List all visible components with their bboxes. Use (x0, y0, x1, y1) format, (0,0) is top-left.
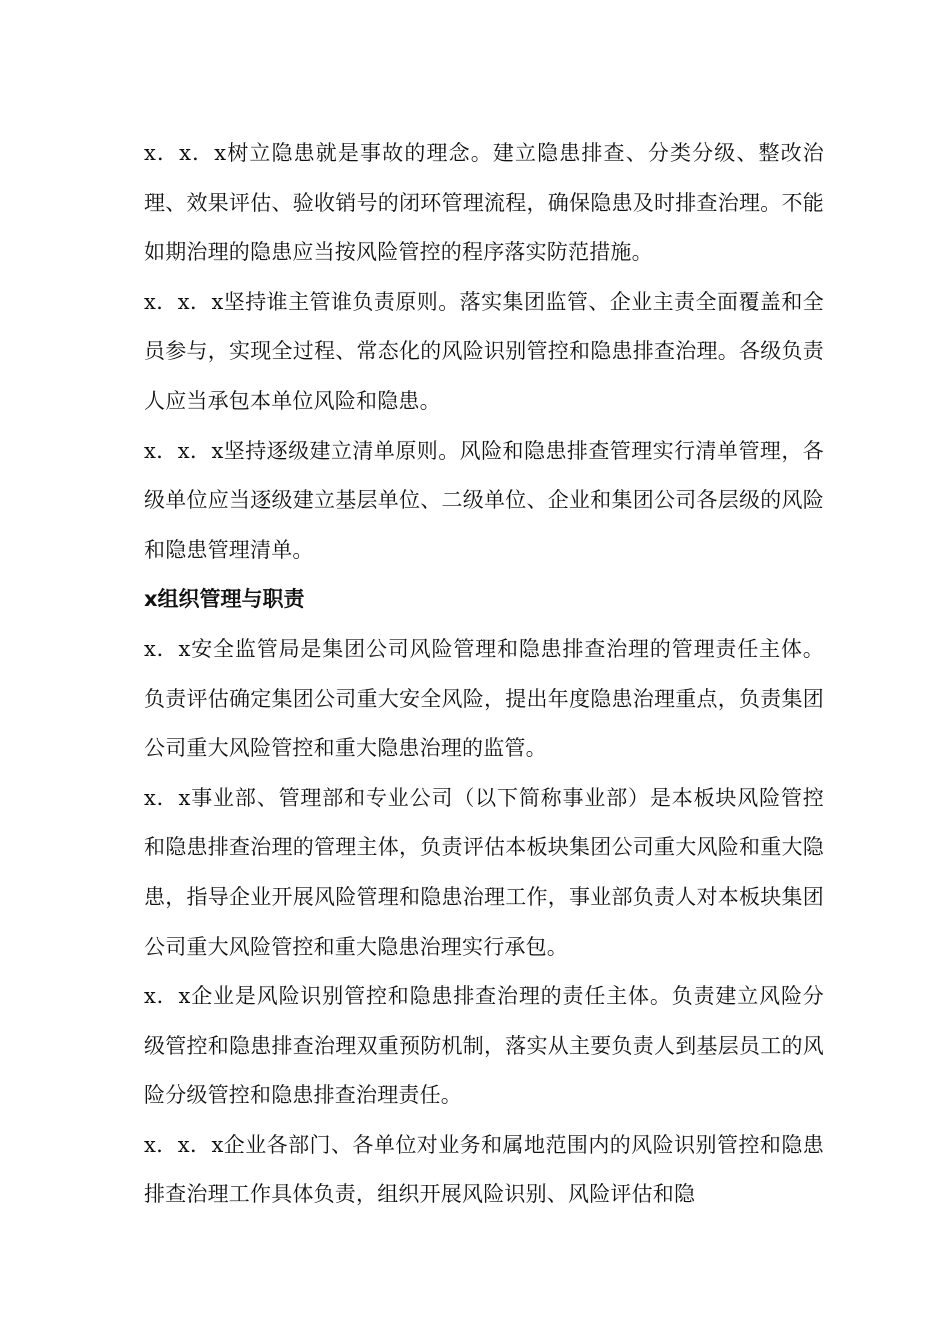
paragraph-checklist-principle: x．x．x坚持逐级建立清单原则。风险和隐患排查管理实行清单管理，各级单位应当逐级建立基层单位、二级单位、企业和集团公司各层级的风险和隐患管理清单。 (144, 438, 824, 562)
paragraph-enterprise-duties: x．x企业是风险识别管控和隐患排查治理的责任主体。负责建立风险分级管控和隐患排查治理双重预防机制，落实从主要负责人到基层员工的风险分级管控和隐患排查治理责任。 (144, 984, 824, 1108)
section-heading-organization: x组织管理与职责 (144, 587, 305, 612)
paragraph-responsibility-principle: x．x．x坚持谁主管谁负责原则。落实集团监管、企业主责全面覆盖和全员参与，实现全过程、常态化的风险识别管控和隐患排查治理。各级负责人应当承包本单位风险和隐患。 (144, 289, 824, 413)
document-page (144, 129, 824, 1220)
paragraph-hidden-danger-concept: x．x．x树立隐患就是事故的理念。建立隐患排查、分类分级、整改治理、效果评估、验收销号的闭环管理流程，确保隐患及时排查治理。不能如期治理的隐患应当按风险管控的程序落实防范措施。 (144, 141, 824, 265)
paragraph-safety-bureau: x．x安全监管局是集团公司风险管理和隐患排查治理的管理责任主体。负责评估确定集团公司重大安全风险，提出年度隐患治理重点，负责集团公司重大风险管控和重大隐患治理的监管。 (144, 636, 824, 761)
paragraph-business-divisions: x．x事业部、管理部和专业公司（以下简称事业部）是本板块风险管控和隐患排查治理的管理主体，负责评估本板块集团公司重大风险和重大隐患，指导企业开展风险管理和隐患治理工作，事业部负责人对本板块集团公司重大风险管控和重大隐患治理实行承包。 (144, 785, 824, 959)
paragraph-departments-duties: x．x．x企业各部门、各单位对业务和属地范围内的风险识别管控和隐患排查治理工作具体负责，组织开展风险识别、风险评估和隐 (144, 1132, 824, 1207)
